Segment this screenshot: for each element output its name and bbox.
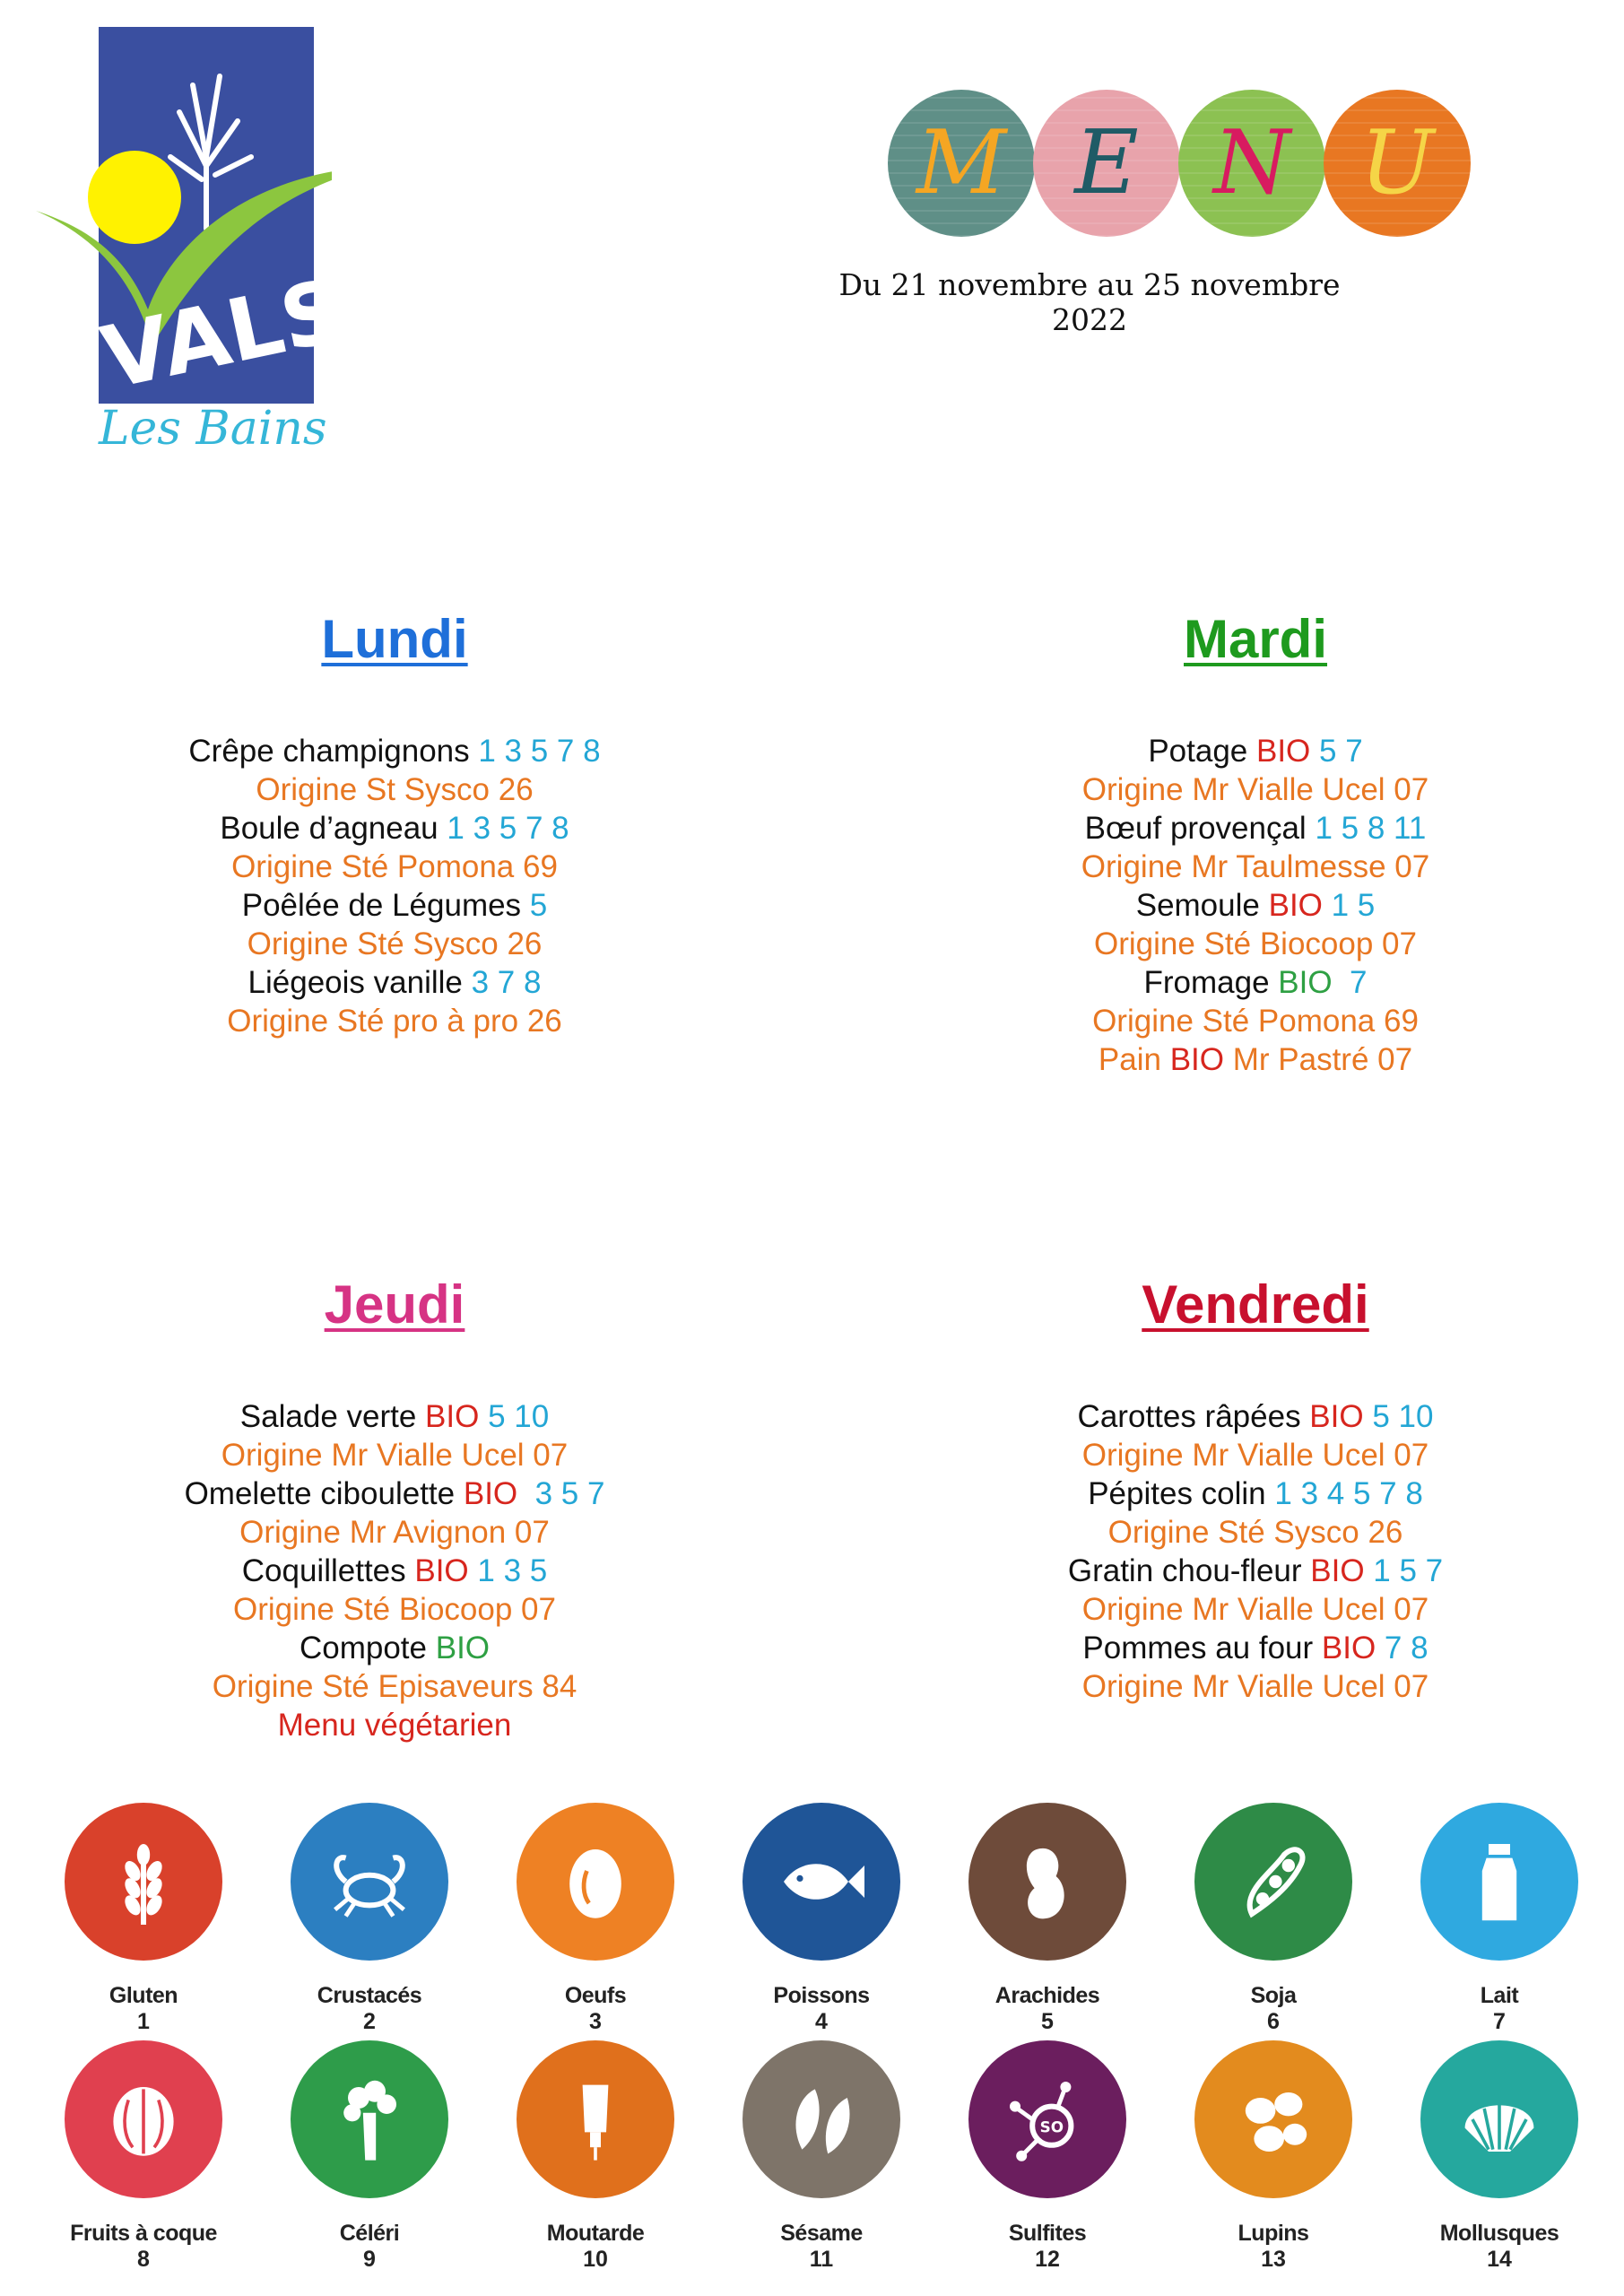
menu-line-segment: BIO bbox=[414, 1553, 469, 1588]
menu-line bbox=[126, 1397, 664, 1436]
menu-line bbox=[951, 1667, 1560, 1706]
menu-line-segment: Origine Sté Sysco 26 bbox=[247, 926, 543, 961]
menu-line-segment: BIO bbox=[463, 1476, 518, 1511]
menu-line-segment: 5 7 bbox=[1310, 734, 1363, 769]
menu-line-segment: Origine Mr Vialle Ucel 07 bbox=[1081, 1669, 1429, 1704]
allergen-name: Arachides bbox=[994, 1983, 1100, 2008]
allergen-number: 13 bbox=[1261, 2247, 1286, 2272]
allergen-legend bbox=[49, 1803, 1592, 2287]
menu-line bbox=[951, 1474, 1560, 1513]
menu-line-segment: BIO bbox=[1309, 1399, 1364, 1434]
allergen-number: 11 bbox=[809, 2247, 834, 2272]
allergen-poissons bbox=[727, 1803, 916, 2034]
logo-subtext: Les Bains bbox=[99, 402, 327, 453]
menu-line-segment: Origine Mr Vialle Ucel 07 bbox=[221, 1438, 569, 1473]
allergen-gluten bbox=[49, 1803, 238, 2034]
menu-line-segment: 5 bbox=[529, 888, 548, 923]
day-title-lundi: Lundi bbox=[321, 609, 468, 669]
menu-date-range: Du 21 novembre au 25 novembre 2022 bbox=[838, 267, 1341, 337]
menu-lines-lundi bbox=[126, 732, 664, 1040]
menu-line-segment: 1 5 7 bbox=[1364, 1553, 1444, 1588]
menu-line-segment: BIO bbox=[435, 1631, 491, 1665]
menu-line bbox=[951, 732, 1560, 770]
egg-icon bbox=[517, 1803, 674, 1961]
peanut-icon bbox=[968, 1803, 1126, 1961]
menu-line-segment: Fromage bbox=[1143, 965, 1279, 1000]
allergen-number: 3 bbox=[589, 2009, 602, 2034]
menu-line bbox=[126, 1002, 664, 1040]
menu-line bbox=[126, 1513, 664, 1552]
menu-line-segment: 1 5 8 11 bbox=[1315, 811, 1427, 846]
menu-line-segment: 7 8 bbox=[1376, 1631, 1429, 1665]
menu-line-segment: Boule d’agneau bbox=[220, 811, 447, 846]
menu-line-segment: BIO bbox=[425, 1399, 480, 1434]
menu-line bbox=[951, 1040, 1560, 1079]
menu-line-segment: Origine Mr Vialle Ucel 07 bbox=[1081, 1438, 1429, 1473]
wheat-icon bbox=[65, 1803, 222, 1961]
allergen-name: Moutarde bbox=[546, 2221, 645, 2246]
menu-line-segment: Crêpe champignons bbox=[188, 734, 479, 769]
allergen-name: Mollusques bbox=[1439, 2221, 1559, 2246]
menu-line-segment: 3 5 7 bbox=[517, 1476, 605, 1511]
soy-icon bbox=[1194, 1803, 1352, 1961]
menu-line bbox=[951, 1629, 1560, 1667]
menu-line-segment: Origine Sté Pomona 69 bbox=[1092, 1004, 1419, 1039]
allergen-number: 4 bbox=[815, 2009, 828, 2034]
allergen-soja bbox=[1179, 1803, 1368, 2034]
menu-line-segment: Semoule bbox=[1135, 888, 1269, 923]
menu-line-segment: BIO bbox=[1255, 734, 1311, 769]
menu-line-segment: Carottes râpées bbox=[1077, 1399, 1310, 1434]
allergen-number: 6 bbox=[1267, 2009, 1280, 2034]
menu-line-segment: BIO bbox=[1321, 1631, 1376, 1665]
menu-lines-mardi bbox=[951, 732, 1560, 1079]
menu-line bbox=[126, 848, 664, 886]
allergen-name: Oeufs bbox=[564, 1983, 627, 2008]
day-vendredi bbox=[951, 1275, 1560, 1706]
menu-line-segment: Gratin chou-fleur bbox=[1067, 1553, 1311, 1588]
allergen-oeufs bbox=[501, 1803, 690, 2034]
allergen-number: 2 bbox=[363, 2009, 376, 2034]
allergen-number: 5 bbox=[1041, 2009, 1054, 2034]
menu-line bbox=[126, 1590, 664, 1629]
crab-icon bbox=[291, 1803, 448, 1961]
menu-line bbox=[951, 963, 1560, 1002]
menu-line bbox=[126, 809, 664, 848]
allergen-number: 12 bbox=[1035, 2247, 1060, 2272]
menu-line-segment: BIO bbox=[1268, 888, 1323, 923]
menu-line bbox=[951, 886, 1560, 925]
menu-line bbox=[126, 732, 664, 770]
menu-line-segment: Compote bbox=[299, 1631, 436, 1665]
menu-line bbox=[126, 770, 664, 809]
menu-line-segment: Pépites colin bbox=[1088, 1476, 1275, 1511]
day-lundi bbox=[126, 610, 664, 1040]
milk-bottle-icon bbox=[1420, 1803, 1578, 1961]
menu-line bbox=[951, 1552, 1560, 1590]
menu-line bbox=[126, 1667, 664, 1706]
shell-icon bbox=[1420, 2040, 1578, 2198]
allergen-sulfites bbox=[953, 2040, 1142, 2272]
menu-line bbox=[951, 925, 1560, 963]
menu-line bbox=[126, 963, 664, 1002]
menu-line-segment: 1 3 5 bbox=[468, 1553, 548, 1588]
allergen-lait bbox=[1405, 1803, 1594, 2034]
day-jeudi bbox=[126, 1275, 664, 1744]
menu-line-segment: 1 3 5 7 8 bbox=[447, 811, 569, 846]
allergen-name: Céléri bbox=[339, 2221, 400, 2246]
menu-line bbox=[126, 886, 664, 925]
allergen-number: 1 bbox=[137, 2009, 150, 2034]
allergen-name: Poissons bbox=[773, 1983, 870, 2008]
allergen-number: 7 bbox=[1493, 2009, 1506, 2034]
allergen-moutarde bbox=[501, 2040, 690, 2272]
menu-letter-n: N bbox=[1178, 90, 1325, 237]
menu-line-segment: Poêlée de Légumes bbox=[241, 888, 530, 923]
menu-line-segment: 1 5 bbox=[1322, 888, 1376, 923]
allergen-crustac-s bbox=[275, 1803, 464, 2034]
menu-lines-vendredi bbox=[951, 1397, 1560, 1706]
menu-line-segment: Menu végétarien bbox=[277, 1708, 512, 1743]
lupin-icon bbox=[1194, 2040, 1352, 2198]
allergen-name: Lait bbox=[1480, 1983, 1519, 2008]
menu-line-segment: Potage bbox=[1148, 734, 1256, 769]
menu-line-segment: Origine Sté Sysco 26 bbox=[1107, 1515, 1403, 1550]
menu-line-segment: 5 10 bbox=[1363, 1399, 1434, 1434]
allergen-name: Lupins bbox=[1238, 2221, 1309, 2246]
menu-line-segment: Origine Mr Vialle Ucel 07 bbox=[1081, 772, 1429, 807]
allergen-number: 8 bbox=[137, 2247, 150, 2272]
allergen-name: Gluten bbox=[109, 1983, 178, 2008]
menu-letter-m: M bbox=[888, 90, 1035, 237]
allergen-number: 10 bbox=[583, 2247, 608, 2272]
allergen-lupins bbox=[1179, 2040, 1368, 2272]
menu-line-segment: Omelette ciboulette bbox=[184, 1476, 464, 1511]
menu-line-segment: Origine St Sysco 26 bbox=[256, 772, 534, 807]
logo-text: VALS bbox=[93, 259, 332, 409]
menu-line-segment: Origine Mr Vialle Ucel 07 bbox=[1081, 1592, 1429, 1627]
menu-line-segment: BIO bbox=[1278, 965, 1333, 1000]
allergen-mollusques bbox=[1405, 2040, 1594, 2272]
menu-line-segment: Coquillettes bbox=[241, 1553, 415, 1588]
menu-line-segment: Pommes au four bbox=[1082, 1631, 1322, 1665]
menu-line-segment: Liégeois vanille bbox=[248, 965, 472, 1000]
allergen-name: Sulfites bbox=[1008, 2221, 1087, 2246]
allergen-s-same bbox=[727, 2040, 916, 2272]
menu-line-segment: 7 bbox=[1332, 965, 1368, 1000]
menu-line bbox=[126, 1629, 664, 1667]
menu-line bbox=[951, 809, 1560, 848]
menu-line bbox=[126, 1706, 664, 1744]
menu-letter-e: E bbox=[1033, 90, 1180, 237]
menu-line-segment: Origine Sté Pomona 69 bbox=[231, 849, 558, 884]
menu-line bbox=[951, 1513, 1560, 1552]
day-title-jeudi: Jeudi bbox=[324, 1274, 465, 1335]
allergen-c-l-ri bbox=[275, 2040, 464, 2272]
menu-line-segment: 3 7 8 bbox=[471, 965, 542, 1000]
menu-line bbox=[951, 848, 1560, 886]
fish-icon bbox=[743, 1803, 900, 1961]
sesame-icon bbox=[743, 2040, 900, 2198]
menu-title bbox=[888, 90, 1471, 242]
menu-line-segment: Pain bbox=[1098, 1042, 1170, 1077]
allergen-fruits-coque bbox=[49, 2040, 238, 2272]
menu-lines-jeudi bbox=[126, 1397, 664, 1744]
svg-text:SO: SO bbox=[1039, 2118, 1064, 2136]
menu-line-segment: Origine Sté Biocoop 07 bbox=[1094, 926, 1417, 961]
menu-line-segment: Mr Pastré 07 bbox=[1224, 1042, 1413, 1077]
day-title-vendredi: Vendredi bbox=[1142, 1274, 1369, 1335]
menu-line bbox=[126, 1552, 664, 1590]
allergen-name: Sésame bbox=[780, 2221, 863, 2246]
menu-line-segment: Origine Sté pro à pro 26 bbox=[227, 1004, 562, 1039]
vals-les-bains-logo bbox=[36, 22, 332, 453]
menu-line bbox=[126, 1474, 664, 1513]
sulfite-icon bbox=[968, 2040, 1126, 2198]
allergen-name: Crustacés bbox=[317, 1983, 422, 2008]
menu-line-segment: BIO bbox=[1310, 1553, 1365, 1588]
allergen-name: Fruits à coque bbox=[70, 2221, 217, 2246]
menu-line-segment: BIO bbox=[1169, 1042, 1224, 1077]
celery-icon bbox=[291, 2040, 448, 2198]
menu-line bbox=[951, 1590, 1560, 1629]
allergen-number: 9 bbox=[363, 2247, 376, 2272]
menu-line bbox=[126, 925, 664, 963]
allergen-name: Soja bbox=[1250, 1983, 1297, 2008]
allergen-arachides bbox=[953, 1803, 1142, 2034]
menu-letter-u: U bbox=[1324, 90, 1471, 237]
menu-line bbox=[951, 770, 1560, 809]
menu-line-segment: 1 3 4 5 7 8 bbox=[1274, 1476, 1423, 1511]
menu-line-segment: 1 3 5 7 8 bbox=[478, 734, 601, 769]
day-title-mardi: Mardi bbox=[1183, 609, 1328, 669]
menu-line-segment: Salade verte bbox=[239, 1399, 426, 1434]
menu-line bbox=[951, 1397, 1560, 1436]
menu-line-segment: Origine Sté Episaveurs 84 bbox=[212, 1669, 578, 1704]
allergen-number: 14 bbox=[1487, 2247, 1512, 2272]
menu-line-segment: Bœuf provençal bbox=[1084, 811, 1316, 846]
menu-line-segment: Origine Mr Taulmesse 07 bbox=[1081, 849, 1430, 884]
menu-line-segment: Origine Mr Avignon 07 bbox=[239, 1515, 550, 1550]
menu-line bbox=[126, 1436, 664, 1474]
menu-line-segment: 5 10 bbox=[479, 1399, 550, 1434]
nut-icon bbox=[65, 2040, 222, 2198]
day-mardi bbox=[951, 610, 1560, 1079]
menu-line bbox=[951, 1436, 1560, 1474]
menu-line-segment: Origine Sté Biocoop 07 bbox=[233, 1592, 556, 1627]
mustard-icon bbox=[517, 2040, 674, 2198]
menu-line bbox=[951, 1002, 1560, 1040]
